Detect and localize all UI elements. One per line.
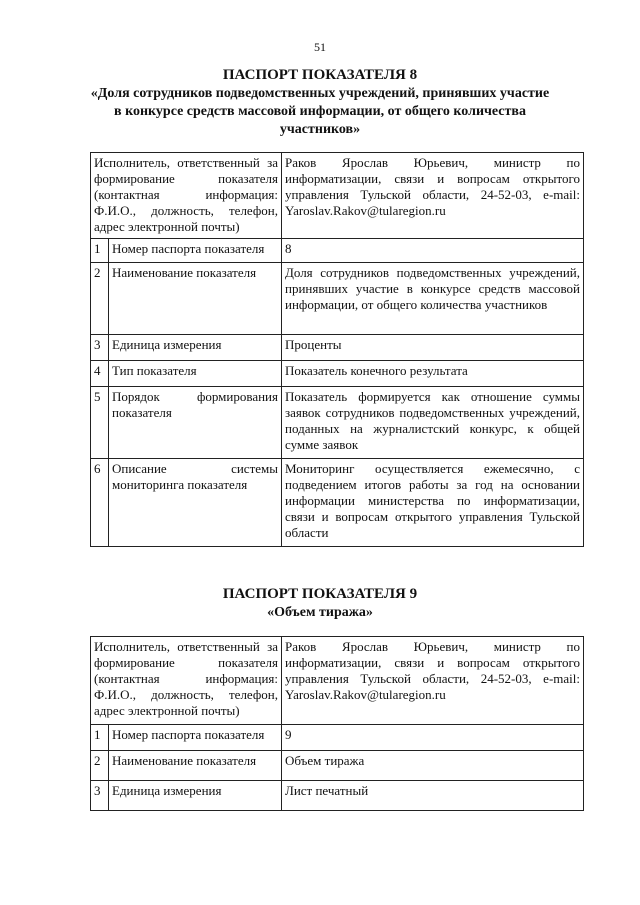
table-row [91,751,584,781]
executor-value: Раков Ярослав Юрьевич, министр по информатизации, связи и вопросам открытого управления Тульской области, 24-52-03, e-mail: Yaroslav.Rakov@tularegion.ru [282,637,584,725]
row-value: Доля сотрудников подведомственных учреждений, принявших участие в конкурсе средств массовой информации, от общего количества участников [282,263,584,335]
passport-8-title: ПАСПОРТ ПОКАЗАТЕЛЯ 8 [222,67,418,83]
table-row [91,725,584,751]
row-label: Наименование показателя [109,263,282,335]
table-row [91,459,584,547]
table-row [91,781,584,811]
row-label: Номер паспорта показателя [109,239,282,263]
table-row [91,387,584,459]
executor-label: Исполнитель, ответственный за формирование показателя (контактная информация: Ф.И.О., должность, телефон, адрес электронной почты) [91,637,282,725]
row-label: Номер паспорта показателя [109,725,282,751]
row-value: Показатель конечного результата [282,361,584,387]
table-row [91,361,584,387]
row-value: Объем тиража [282,751,584,781]
row-label: Тип показателя [109,361,282,387]
passport-8-subtitle: «Доля сотрудников подведомственных учреждений, принявших участие в конкурсе средств массовой информации, от общего количества участников» [90,86,550,137]
row-label: Единица измерения [109,335,282,361]
table-row [91,239,584,263]
passport-9-title: ПАСПОРТ ПОКАЗАТЕЛЯ 9 [222,586,418,602]
row-number: 3 [91,335,109,361]
table-row [91,637,584,725]
row-value: 8 [282,239,584,263]
row-value: Мониторинг осуществляется ежемесячно, с подведением итогов работы за год на основании информации министерства по информатизации, связи и вопросам открытого управления Тульской области [282,459,584,547]
row-number: 1 [91,725,109,751]
table-row [91,153,584,239]
row-value: Лист печатный [282,781,584,811]
row-label: Описание системы мониторинга показателя [109,459,282,547]
row-label: Единица измерения [109,781,282,811]
passport-9-table [90,636,584,811]
table-row [91,335,584,361]
table-row [91,263,584,335]
passport-8-table [90,152,584,547]
passport-9-subtitle: «Объем тиража» [267,605,373,620]
row-number: 2 [91,751,109,781]
row-number: 5 [91,387,109,459]
row-number: 1 [91,239,109,263]
page-number: 51 [314,40,326,54]
row-number: 6 [91,459,109,547]
row-number: 2 [91,263,109,335]
row-value: 9 [282,725,584,751]
executor-value: Раков Ярослав Юрьевич, министр по информатизации, связи и вопросам открытого управления Тульской области, 24-52-03, e-mail: Yaroslav.Rakov@tularegion.ru [282,153,584,239]
row-value: Проценты [282,335,584,361]
row-label: Наименование показателя [109,751,282,781]
row-number: 3 [91,781,109,811]
row-value: Показатель формируется как отношение суммы заявок сотрудников подведомственных учреждений, поданных на журналистский конкурс, к общей сумме заявок [282,387,584,459]
row-number: 4 [91,361,109,387]
executor-label: Исполнитель, ответственный за формирование показателя (контактная информация: Ф.И.О., должность, телефон, адрес электронной почты) [91,153,282,239]
row-label: Порядок формирования показателя [109,387,282,459]
